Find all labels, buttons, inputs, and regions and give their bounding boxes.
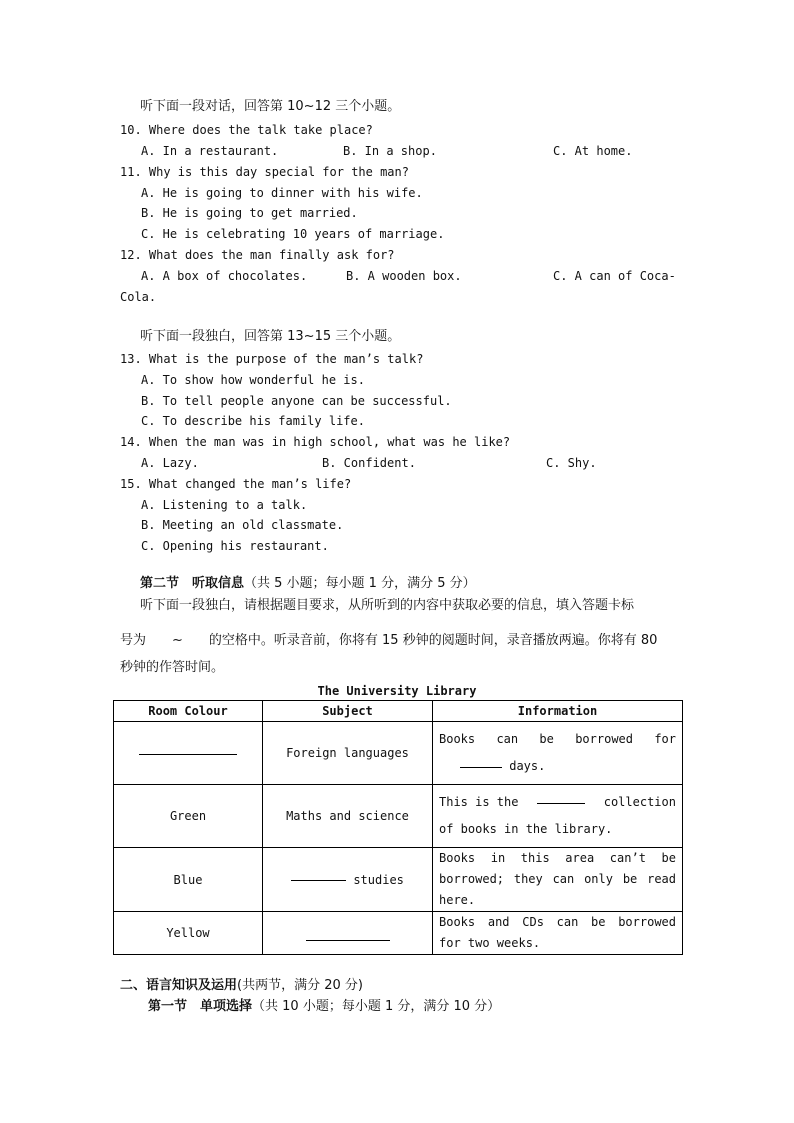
question-13: 13. What is the purpose of the man’s talk? [120, 352, 424, 366]
row1-info-line2 [439, 750, 676, 777]
q12-option-c-continued: Cola. [120, 290, 157, 304]
q14-option-a: A. Lazy. [141, 456, 199, 470]
row4-info: Books and CDs can be borrowed for two weeks. [433, 912, 683, 955]
q12-option-a: A. A box of chocolates. [141, 269, 308, 283]
part2-subheading: 第一节 单项选择 [148, 999, 253, 1014]
q14-option-c: C. Shy. [546, 456, 597, 470]
answer-blank [537, 802, 585, 804]
section2-instructions-1: 听下面一段独白，请根据题目要求，从所听到的内容中获取必要的信息，填入答题卡标 [140, 598, 635, 613]
row2-subject: Maths and science [263, 785, 433, 848]
row3-colour: Blue [114, 848, 263, 912]
row4-subject-cell [263, 912, 433, 955]
table-row [114, 848, 683, 912]
q13-option-c: C. To describe his family life. [141, 414, 365, 428]
q15-option-b: B. Meeting an old classmate. [141, 518, 344, 532]
table-header-row [114, 701, 683, 722]
part2-heading-line [120, 978, 363, 994]
answer-blank [306, 939, 390, 941]
row1-subject: Foreign languages [263, 722, 433, 785]
header-room-colour: Room Colour [114, 701, 263, 722]
q14-option-b: B. Confident. [322, 456, 416, 470]
section2-heading: 第二节 听取信息 [140, 576, 245, 591]
q10-option-a: A. In a restaurant. [141, 144, 279, 158]
row3-subject-cell [263, 848, 433, 912]
answer-blank [139, 753, 237, 755]
answer-blank [460, 766, 502, 768]
table-title: The University Library [317, 684, 477, 698]
q12-option-c: C. A can of Coca- [553, 269, 676, 283]
q15-option-c: C. Opening his restaurant. [141, 539, 329, 553]
row2-info [433, 785, 683, 848]
row3-subject: studies [353, 872, 404, 887]
section2-instructions-3: 秒钟的作答时间。 [120, 660, 225, 675]
question-11: 11. Why is this day special for the man? [120, 165, 409, 179]
row1-info-days: days. [509, 759, 546, 773]
part2-heading: 二、语言知识及运用 [120, 978, 238, 993]
table-row [114, 722, 683, 785]
question-15: 15. What changed the man’s life? [120, 477, 352, 491]
part2-subheading-note: （共 10 小题；每小题 1 分，满分 10 分） [252, 999, 501, 1014]
q13-option-b: B. To tell people anyone can be successful. [141, 394, 452, 408]
row3-info: Books in this area can’t be borrowed; they can only be read here. [433, 848, 683, 912]
header-information: Information [433, 701, 683, 722]
part2-subheading-line [148, 999, 500, 1015]
question-10: 10. Where does the talk take place? [120, 123, 373, 137]
header-subject: Subject [263, 701, 433, 722]
section2-heading-line [140, 576, 476, 592]
row1-colour-cell [114, 722, 263, 785]
row1-info [433, 722, 683, 785]
row2-info-text-a: This is the [439, 795, 519, 809]
intro-10-12: 听下面一段对话，回答第 10~12 三个小题。 [140, 99, 401, 114]
section2-instructions-2: 号为 ~ 的空格中。听录音前，你将有 15 秒钟的阅题时间，录音播放两遍。你将有 80 [120, 633, 658, 648]
row1-info-line1: Books can be borrowed for [439, 732, 676, 746]
table-row [114, 785, 683, 848]
section2-heading-note: （共 5 小题；每小题 1 分，满分 5 分） [244, 576, 476, 591]
question-14: 14. When the man was in high school, what was he like? [120, 435, 511, 449]
q10-option-b: B. In a shop. [343, 144, 437, 158]
q11-option-b: B. He is going to get married. [141, 206, 358, 220]
row4-colour: Yellow [114, 912, 263, 955]
question-12: 12. What does the man finally ask for? [120, 248, 395, 262]
q15-option-a: A. Listening to a talk. [141, 498, 308, 512]
answer-blank [291, 879, 346, 881]
q13-option-a: A. To show how wonderful he is. [141, 373, 365, 387]
intro-13-15: 听下面一段独白，回答第 13~15 三个小题。 [140, 329, 401, 344]
part2-heading-note: (共两节，满分 20 分) [237, 978, 363, 993]
row2-info-line2: of books in the library. [439, 822, 613, 836]
q10-option-c: C. At home. [553, 144, 633, 158]
q11-option-c: C. He is celebrating 10 years of marriage. [141, 227, 445, 241]
row2-info-text-b: collection [603, 795, 676, 809]
row2-info-line1 [439, 792, 676, 813]
q11-option-a: A. He is going to dinner with his wife. [141, 186, 423, 200]
q12-option-b: B. A wooden box. [346, 269, 462, 283]
library-table [113, 700, 683, 955]
table-row [114, 912, 683, 955]
row2-colour: Green [114, 785, 263, 848]
